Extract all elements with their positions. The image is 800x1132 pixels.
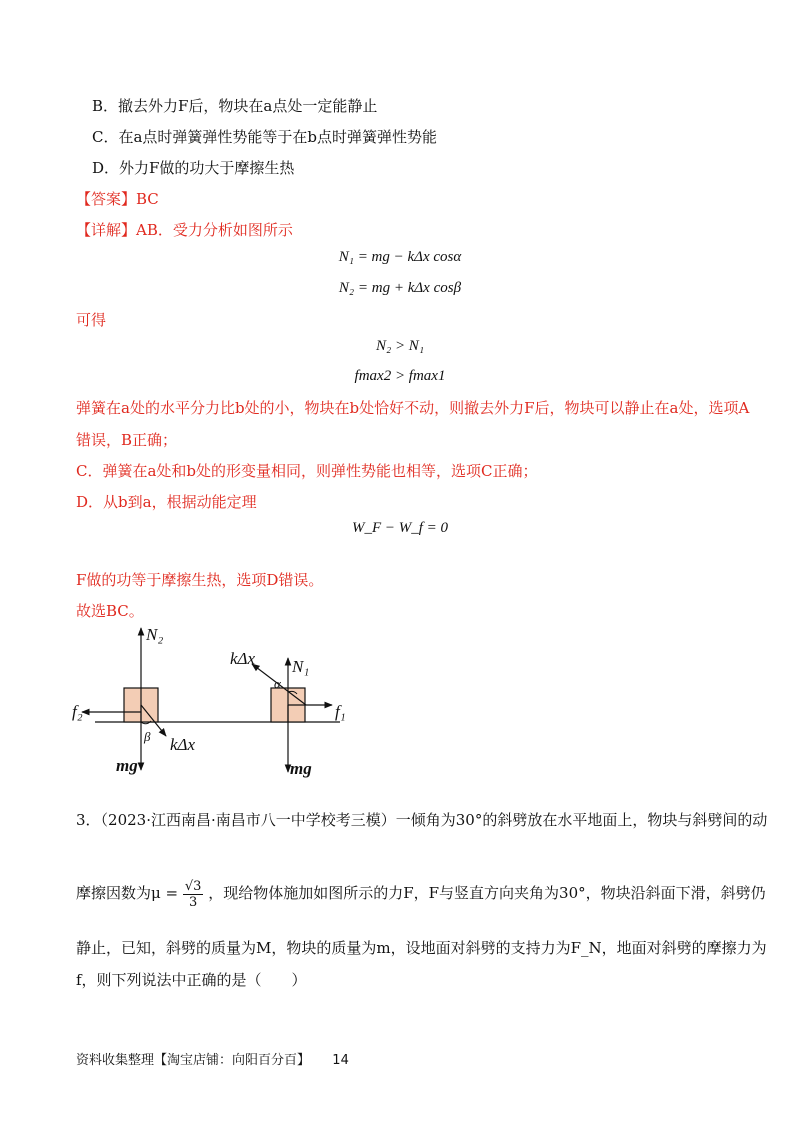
question3-mu-label: 摩擦因数为μ = [76,884,179,902]
equation-work: W_F − W_f = 0 [351,520,449,536]
label-n2: N₂ [146,625,164,644]
equation-n2: N₂ = mg + kΔx cosβ [338,280,462,296]
label-alpha: α [274,676,281,691]
question3-line4: f，则下列说法中正确的是（ ） [76,971,307,989]
label-mg-left: mg [116,756,138,775]
footer-source [76,1051,349,1071]
detail-paragraph-2: C．弹簧在a处和b处的形变量相同，则弹性势能也相等，选项C正确； [76,462,538,480]
label-n1: N₁ [292,657,310,676]
mu-fraction [183,879,204,910]
question3-line3: 静止，已知，斜劈的质量为M，物块的质量为m，设地面对斜劈的支持力为F_N，地面对斜劈的摩擦力为 [76,939,767,957]
option-b: B．撤去外力F后，物块在a点处一定能静止 [92,97,378,115]
equation-n1: N₁ = mg − kΔx cosα [338,249,462,265]
detail-paragraph-1-line-2: 错误，B正确； [76,431,178,449]
label-kdx-right: kΔx [230,649,256,668]
label-kdx-left: kΔx [170,735,196,754]
label-mg-right: mg [290,759,312,778]
footer-text: 资料收集整理【淘宝店铺：向阳百分百】 [76,1053,311,1068]
question3-line2-rest: ，现给物体施加如图所示的力F，F与竖直方向夹角为30°，物块沿斜面下滑，斜劈仍 [208,884,766,902]
mu-numerator: √3 [184,878,202,894]
page-number: 14 [332,1053,349,1068]
equation-n2-gt-n1: N₂ > N₁ [375,338,425,354]
mu-denominator: 3 [189,894,198,910]
detail-paragraph-4: F做的功等于摩擦生热，选项D错误。 [76,571,324,589]
equation-fmax: fmax2 > fmax1 [354,368,446,384]
detail-paragraph-3: D．从b到a，根据动能定理 [76,493,257,511]
conclusion: 故选BC。 [76,602,144,620]
question3-line1: 3．（2023·江西南昌·南昌市八一中学校考三模）一倾角为30°的斜劈放在水平地面上，物块与斜劈间的动 [76,811,768,829]
force-diagram [60,620,360,785]
label-f1: f₁ [335,702,346,721]
detail-intro: 【详解】AB．受力分析如图所示 [76,221,293,239]
label-beta: β [144,729,151,744]
label-f2: f₂ [72,702,83,721]
option-d: D．外力F做的功大于摩擦生热 [92,159,295,177]
answer: 【答案】BC [76,190,159,208]
kede-text: 可得 [76,311,107,329]
detail-paragraph-1-line-1: 弹簧在a处的水平分力比b处的小，物块在b处恰好不动，则撤去外力F后，物块可以静止在a处，选项A [76,399,750,417]
question3-line2 [76,876,766,910]
option-c: C．在a点时弹簧弹性势能等于在b点时弹簧弹性势能 [92,128,438,146]
